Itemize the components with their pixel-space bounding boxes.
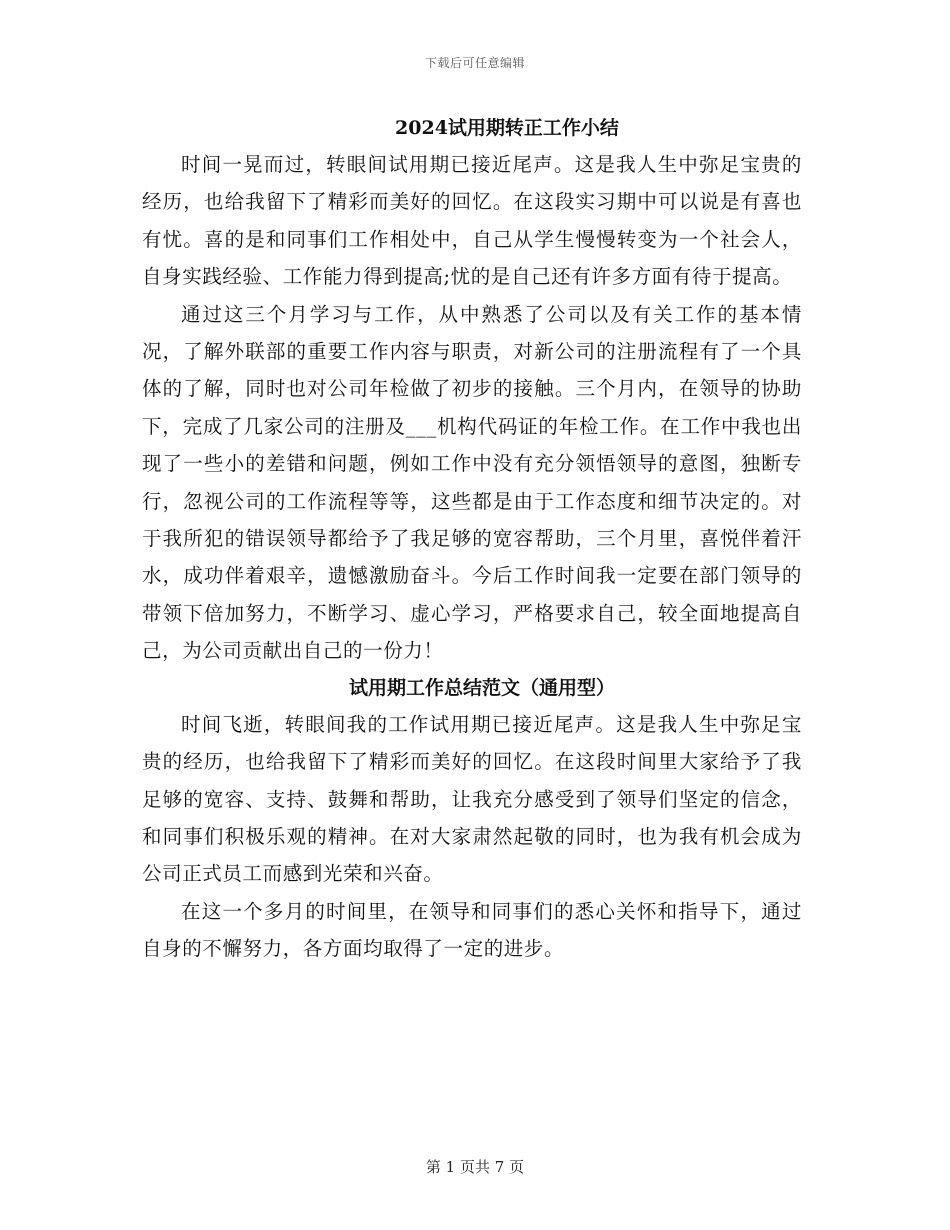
document-body xyxy=(142,110,802,968)
section-title: 试用期工作总结范文（通用型） xyxy=(348,676,615,699)
paragraph: 时间一晃而过，转眼间试用期已接近尾声。这是我人生中弥足宝贵的经历，也给我留下了精彩而美好的回忆。在这段实习期中可以说是有喜也有忧。喜的是和同事们工作相处中，自己从学生慢慢转变为一个社会人，自身实践经验、工作能力得到提高;忧的是自己还有许多方面有待于提高。 xyxy=(142,153,802,289)
paragraph: 通过这三个月学习与工作，从中熟悉了公司以及有关工作的基本情况，了解外联部的重要工作内容与职责，对新公司的注册流程有了一个具体的了解，同时也对公司年检做了初步的接触。三个月内，在领导的协助下，完成了几家公司的注册及___机构代码证的年检工作。在工作中我也出现了一些小的差错和问题，例如工作中没有充分领悟领导的意图，独断专行，忽视公司的工作流程等等，这些都是由于工作态度和细节决定的。对于我所犯的错误领导都给予了我足够的宽容帮助，三个月里，喜悦伴着汗水，成功伴着艰辛，遗憾激励奋斗。今后工作时间我一定要在部门领导的带领下倍加努力，不断学习、虚心学习，严格要求自己，较全面地提高自己，为公司贡献出自己的一份力！ xyxy=(142,302,802,663)
page-number-footer: 第 1 页共 7 页 xyxy=(425,1158,525,1176)
paragraph: 时间飞逝，转眼间我的工作试用期已接近尾声。这是我人生中弥足宝贵的经历，也给我留下了精彩而美好的回忆。在这段时间里大家给予了我足够的宽容、支持、鼓舞和帮助，让我充分感受到了领导们坚定的信念，和同事们积极乐观的精神。在对大家肃然起敬的同时，也为我有机会成为公司正式员工而感到光荣和兴奋。 xyxy=(142,712,802,886)
section-title: 2024试用期转正工作小结 xyxy=(395,117,619,139)
paragraph: 在这一个多月的时间里，在领导和同事们的悉心关怀和指导下，通过自身的不懈努力，各方面均取得了一定的进步。 xyxy=(142,899,802,961)
page-header-note: 下载后可任意编辑 xyxy=(424,56,525,70)
